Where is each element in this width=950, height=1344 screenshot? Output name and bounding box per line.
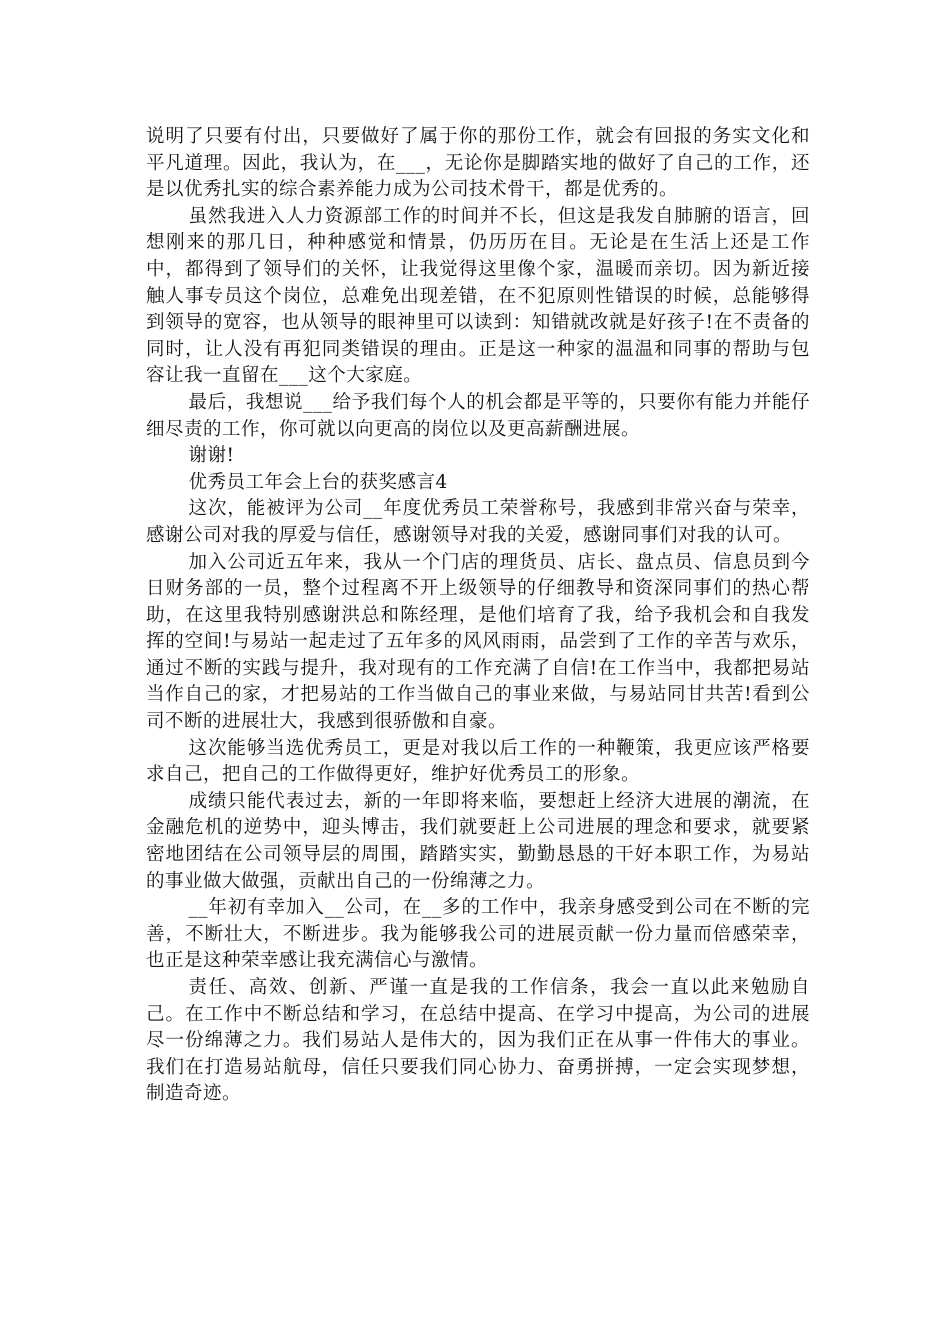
section-heading: 优秀员工年会上台的获奖感言4 (188, 471, 448, 493)
paragraph-5: 这次，能被评为公司__年度优秀员工荣誉称号，我感到非常兴奋与荣幸，感谢公司对我的厚爱与信任，感谢领导对我的关爱，感谢同事们对我的认可。 (146, 498, 810, 546)
paragraph-3: 最后，我想说___给予我们每个人的机会都是平等的，只要你有能力并能仔细尽责的工作，你可就以向更高的岗位以及更高薪酬进展。 (146, 391, 810, 440)
paragraph-10: 责任、高效、创新、严谨一直是我的工作信条，我会一直以此来勉励自己。在工作中不断总结和学习，在总结中提高、在学习中提高，为公司的进展尽一份绵薄之力。我们易站人是伟大的，因为我们正在从事一件伟大的事业。我们在打造易站航母，信任只要我们同心协力、奋勇拼搏，一定会实现梦想，制造奇迹。 (146, 977, 810, 1105)
paragraph-4: 谢谢! (188, 445, 235, 467)
paragraph-2: 虽然我进入人力资源部工作的时间并不长，但这是我发自肺腑的语言，回想刚来的那几日，种种感觉和情景，仍历历在目。无论是在生活上还是工作中，都得到了领导们的关怀，让我觉得这里像个家，温暖而亲切。因为新近接触人事专员这个岗位，总难免出现差错，在不犯原则性错误的时候，总能够得到领导的宽容，也从领导的眼神里可以读到：知错就改就是好孩子!在不责备的同时，让人没有再犯同类错误的理由。正是这一种家的温温和同事的帮助与包容让我一直留在___这个大家庭。 (146, 205, 810, 387)
paragraph-9: __年初有幸加入__公司，在__多的工作中，我亲身感受到公司在不断的完善，不断壮大，不断进步。我为能够我公司的进展贡献一份力量而倍感荣幸，也正是这种荣幸感让我充满信心与激情。 (146, 897, 810, 972)
paragraph-7: 这次能够当选优秀员工，更是对我以后工作的一种鞭策，我更应该严格要求自己，把自己的工作做得更好，维护好优秀员工的形象。 (146, 737, 810, 786)
paragraph-6: 加入公司近五年来，我从一个门店的理货员、店长、盘点员、信息员到今日财务部的一员，整个过程离不开上级领导的仔细教导和资深同事们的热心帮助，在这里我特别感谢洪总和陈经理，是他们培育了我，给予我机会和自我发挥的空间!与易站一起走过了五年多的风风雨雨，品尝到了工作的辛苦与欢乐，通过不断的实践与提升，我对现有的工作充满了自信!在工作当中，我都把易站当作自己的家，才把易站的工作当做自己的事业来做，与易站同甘共苦!看到公司不断的进展壮大，我感到很骄傲和自豪。 (146, 551, 810, 733)
document-body (146, 124, 810, 1108)
paragraph-1: 说明了只要有付出，只要做好了属于你的那份工作，就会有回报的务实文化和平凡道理。因此，我认为，在___，无论你是脚踏实地的做好了自己的工作，还是以优秀扎实的综合素养能力成为公司技术骨干，都是优秀的。 (146, 126, 810, 201)
paragraph-8: 成绩只能代表过去，新的一年即将来临，要想赶上经济大进展的潮流，在金融危机的逆势中，迎头博击，我们就要赶上公司进展的理念和要求，就要紧密地团结在公司领导层的周围，踏踏实实，勤勤恳恳的干好本职工作，为易站的事业做大做强，贡献出自己的一份绵薄之力。 (146, 790, 810, 892)
